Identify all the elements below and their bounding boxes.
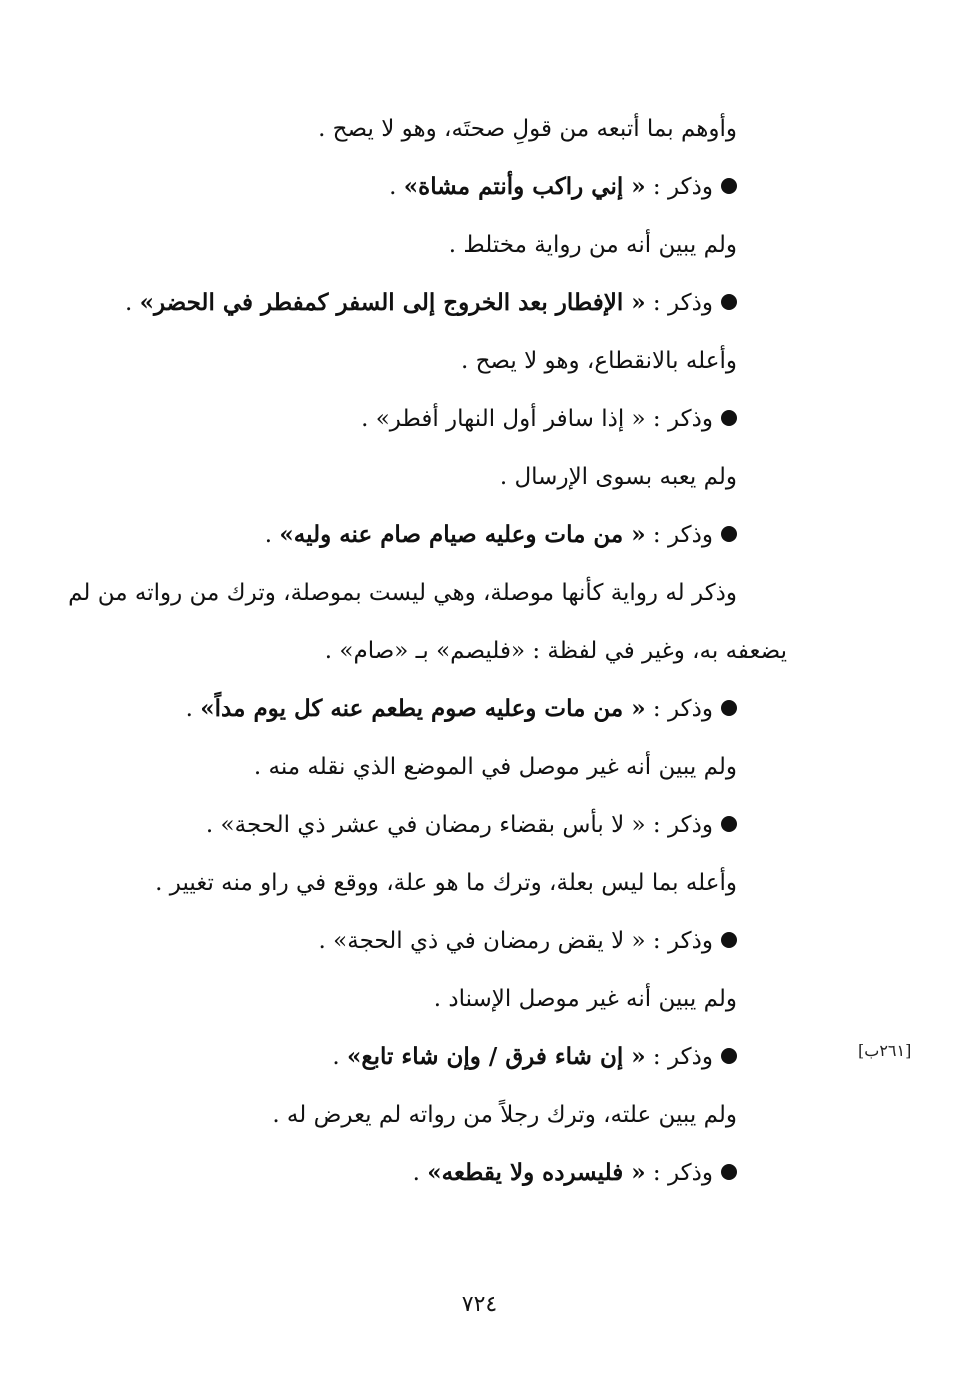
hadith-entry [60, 1144, 737, 1202]
hadith-quote: « إني راكب وأنتم مشاة» [403, 173, 646, 200]
text-line [60, 854, 737, 912]
line-text: ولم يبين علته، وترك رجلاً من رواته لم يعرض له . [272, 1102, 737, 1128]
folio-margin-note: [٢٦١ب] [858, 1041, 912, 1060]
entry-suffix: . [264, 522, 280, 548]
text-block [60, 100, 787, 1202]
hadith-quote: « لا يقض رمضان في ذي الحجة» [333, 928, 646, 954]
text-line [60, 448, 737, 506]
text-line [60, 970, 737, 1028]
entry-suffix: . [124, 290, 140, 316]
bullet-icon [721, 932, 737, 948]
entry-prefix: وذكر : [645, 522, 713, 548]
hadith-quote: « من مات وعليه صيام صام عنه وليه» [279, 521, 646, 548]
text-line [60, 738, 737, 796]
text-line [60, 564, 737, 622]
text-line [60, 100, 737, 158]
entry-suffix: . [205, 812, 221, 838]
hadith-quote: « فليسرده ولا يقطعه» [427, 1159, 646, 1186]
bullet-icon [721, 700, 737, 716]
line-text: وأوهم بما أتبعه من قولِ صحتَه، وهو لا يصح . [318, 116, 737, 142]
entry-suffix: . [318, 928, 334, 954]
entry-suffix: . [185, 696, 201, 722]
text-line [60, 216, 737, 274]
bullet-icon [721, 294, 737, 310]
bullet-icon [721, 1164, 737, 1180]
bullet-icon [721, 410, 737, 426]
hadith-entry [60, 390, 737, 448]
hadith-quote: « من مات وعليه صوم يطعم عنه كل يوم مداً» [200, 695, 646, 722]
line-text: ولم يبين أنه غير موصل في الموضع الذي نقله منه . [253, 754, 737, 780]
bullet-icon [721, 816, 737, 832]
hadith-entry [60, 796, 737, 854]
page-number: ٧٢٤ [461, 1292, 498, 1317]
line-text: ولم يبين أنه من رواية مختلط . [448, 232, 737, 258]
entry-suffix: . [412, 1160, 428, 1186]
bullet-icon [721, 526, 737, 542]
line-text: يضعفه به، وغير في لفظة : «فليصم» بـ «صام» . [324, 638, 787, 664]
text-line [60, 332, 737, 390]
line-text: ولم يعبه بسوى الإرسال . [499, 464, 737, 490]
line-text: وأعله بالانقطاع، وهو لا يصح . [460, 348, 737, 374]
text-line [60, 1086, 737, 1144]
entry-suffix: . [332, 1044, 347, 1070]
bullet-icon [721, 178, 737, 194]
entry-prefix: وذكر : [645, 174, 713, 200]
entry-prefix: وذكر : [645, 928, 713, 954]
entry-suffix: . [361, 406, 376, 432]
entry-prefix: وذكر : [645, 290, 713, 316]
hadith-entry [60, 506, 737, 564]
line-text: وذكر له رواية كأنها موصلة، وهي ليست بموصلة، وترك من رواته من لم [68, 580, 737, 606]
hadith-entry [60, 912, 737, 970]
entry-prefix: وذكر : [645, 406, 713, 432]
entry-prefix: وذكر : [645, 696, 713, 722]
hadith-quote: « لا بأس بقضاء رمضان في عشر ذي الحجة» [220, 812, 646, 838]
line-text: ولم يبين أنه غير موصل الإسناد . [433, 986, 737, 1012]
entry-prefix: وذكر : [645, 1044, 713, 1070]
hadith-entry [60, 158, 737, 216]
entry-suffix: . [389, 174, 404, 200]
hadith-entry [60, 680, 737, 738]
hadith-quote: « إذا سافر أول النهار أفطر» [375, 406, 646, 432]
entry-prefix: وذكر : [645, 812, 713, 838]
entry-prefix: وذكر : [645, 1160, 713, 1186]
line-text: وأعله بما ليس بعلة، وترك ما هو علة، ووقع في راو منه تغيير . [155, 870, 737, 896]
hadith-quote: « الإفطار بعد الخروج إلى السفر كمفطر في الحضر» [139, 289, 646, 316]
hadith-quote: « إن شاء فرق / وإن شاء تابع» [346, 1043, 646, 1070]
hadith-entry [60, 274, 737, 332]
text-line [60, 622, 787, 680]
bullet-icon [721, 1048, 737, 1064]
hadith-entry [60, 1028, 737, 1086]
